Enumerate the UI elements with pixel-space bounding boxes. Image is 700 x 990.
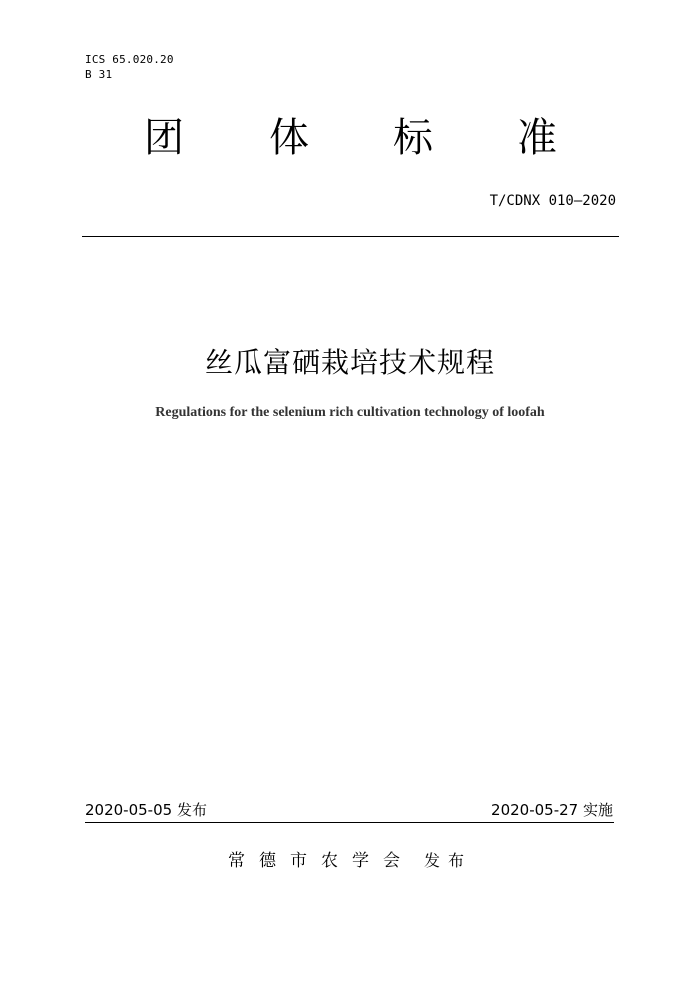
chinese-title: 丝瓜富硒栽培技术规程 [204, 346, 495, 379]
ccs-code: B 31 [85, 68, 113, 81]
standard-type-char-4: 准 [517, 115, 557, 161]
footer-divider [85, 822, 614, 823]
standard-type-char-3: 标 [393, 115, 433, 161]
english-title: Regulations for the selenium rich cultivation technology of loofah [155, 405, 545, 420]
standard-type-char-2: 体 [269, 115, 309, 161]
publisher-verb: 发布 [423, 851, 472, 870]
standard-type-char-1: 团 [144, 115, 184, 161]
classification-codes [85, 52, 174, 82]
ics-code: ICS 65.020.20 [85, 53, 174, 66]
header-divider [82, 236, 619, 237]
effective-date: 2020-05-27 实施 [491, 801, 613, 819]
issue-date: 2020-05-05 发布 [85, 801, 207, 819]
standard-type-heading [0, 112, 700, 168]
standard-number: T/CDNX 010—2020 [489, 193, 616, 209]
publisher-line [0, 849, 700, 873]
publisher-organization: 常德市农学会 [227, 851, 414, 871]
